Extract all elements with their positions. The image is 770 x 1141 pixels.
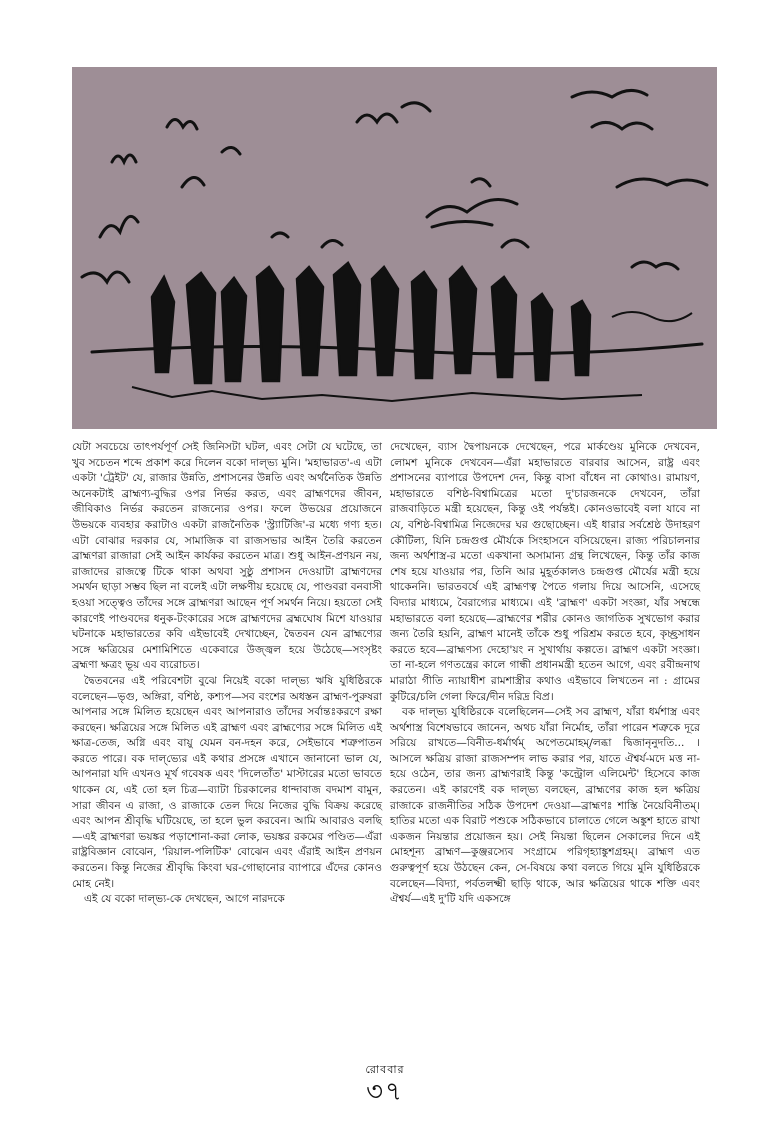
paragraph: বক দাল্‌ভ্য যুধিষ্ঠিরকে বলেছিলেন—সেই সব ব্রাহ্মণ, যাঁরা ধর্মশাস্ত্র এবং অর্থশাস্ত্র বিশেষভাবে জানেন, অথচ যাঁরা নির্মোহ, তাঁরা পারেন শত্রুকে দূরে সরিয়ে রাখতে—বিনীত-ধর্মার্থম্ অপেতমোহম্/লব্ধা দ্বিজানৃনুদতি... । আসলে ক্ষত্রিয় রাজা রাজসম্পদ লাভ করার পর, যাতে ঐশ্বর্য-মদে মত্ত না-হয়ে ওঠেন, তার জন্য ব্রাহ্মণরাই কিন্তু 'কন্ট্রোল এলিমেন্ট' হিসেবে কাজ করতেন। এই কারণেই বক দাল্‌ভ্য বলছেন, ব্রাহ্মণের কাজ হল ক্ষত্রিয় রাজাকে রাজনীতির সঠিক উপদেশ দেওয়া—ব্রাহ্মণঃ শাস্তি নৈয়েবিনীতম্। হাতির মতো এক বিরাট পশুকে সঠিকভাবে চালাতে গেলে অঙ্কুশ হাতে রাখা একজন নিয়ন্তার প্রয়োজন হয়। সেই নিয়ন্তা ছিলেন সেকালের দিনে এই মোহশূন্য ব্রাহ্মণ—কুঞ্জরস্যেব সংগ্রামে পরিগৃহ্যাঙ্কুশগ্রহম্। ব্রাহ্মণ এত গুরুত্বপূর্ণ হয়ে উঠছেন কেন, সে-বিষয়ে কথা বলতে গিয়ে মুনি যুধিষ্ঠিরকে বলেছেন—বিদ্যা, পর্বতলক্ষ্মী ছাড়ি থাকে, আর ক্ষত্রিয়ের থাকে শক্তি এবং ঐশ্বর্য—এই দু'টি যদি একসঙ্গে <box>390 706 700 906</box>
paragraph: দেখেছেন, ব্যাস দ্বৈপায়নকে দেখেছেন, পরে মার্কণ্ডেয় মুনিকে দেখবেন, লোমশ মুনিকে দেখবেন—এঁরা মহাভারতে বারবার আসেন, রাষ্ট্র এবং প্রশাসনের ব্যাপারে উপদেশ দেন, কিন্তু বাসা বাঁধেন না কোথাও। রামায়ণ, মহাভারতে বশিষ্ঠ-বিশ্বামিত্রের মতো দু'চারজনকে দেখবেন, তাঁরা রাজবাড়িতে মন্ত্রী হয়েছেন, কিন্তু ওই পর্যন্তই। কোনওভাবেই বলা যাবে না যে, বশিষ্ঠ-বিশ্বামিত্র নিজেদের ঘর গুছোচ্ছেন। এই ধারার সর্বশ্রেষ্ঠ উদাহরণ কৌটিল্য, যিনি চন্দ্রগুপ্ত মৌর্যকে সিংহাসনে বসিয়েছেন। রাজ্য পরিচালনার জন্য অর্থশাস্ত্র-র মতো একখানা অসামান্য গ্রন্থ লিখেছেন, কিন্তু তাঁর কাজ শেষ হয়ে যাওয়ার পর, তিনি আর মুহূর্তকালও চন্দ্রগুপ্ত মৌর্যের মন্ত্রী হয়ে থাকেননি। ভারতবর্ষে এই ব্রাহ্মণত্ব পৈতে গলায় দিয়ে আসেনি, এসেছে বিদ্যার মাধ্যমে, বৈরাগ্যের মাধ্যমে। এই 'ব্রাহ্মণ' একটা সংজ্ঞা, যাঁর সম্বন্ধে মহাভারতে বলা হয়েছে—ব্রাহ্মণের শরীর কোনও জাগতিক সুখভোগ করার জন্য তৈরি হয়নি, ব্রাহ্মণ মানেই তাঁকে শুধু পরিশ্রম করতে হবে, কৃচ্ছ্রসাধন করতে হবে—ব্রাহ্মণস্য দেহো'য়ং ন সুখার্থায় কল্পতে। ব্রাহ্মণ একটা সংজ্ঞা। তা না-হলে গণতন্ত্রের কালে গান্ধী প্রধানমন্ত্রী হতেন আগে, এবং রবীন্দ্রনাথ মারাঠা গীতি ন্যায়াধীশ রামশাস্ত্রীর কথাও এইভাবে লিখতেন না : গ্রামের কুটিরে/চলি গেলা ফিরে/দীন দরিদ্র বিপ্র। <box>390 441 700 703</box>
paragraph: দ্বৈতবনের এই পরিবেশটা বুঝে নিয়েই বকো দাল্‌ভ্য ঋষি যুধিষ্ঠিরকে বলেছেন—ভৃগু, অঙ্গিরা, বশিষ্ঠ, কশ্যপ—সব বংশের অধস্তন ব্রাহ্মণ-পুরুষরা আপনার সঙ্গে মিলিত হয়েছেন এবং আপনারাও তাঁদের সর্বান্তঃকরণে রক্ষা করছেন। ক্ষত্রিয়ের সঙ্গে মিলিত এই ব্রাহ্মণ এবং ব্রাহ্মণ্যের সঙ্গে মিলিত এই ক্ষাত্র-তেজ, অগ্নি এবং বায়ু যেমন বন-দহন করে, সেইভাবে শত্রুপাতন করতে পারে। বক দাল্‌ভ্যের এই কথার প্রসঙ্গে এখানে জানানো ভাল যে, আপনারা যদি এখনও মূর্খ গবেষক এবং 'দিলেতাঁত' মাস্টারের মতো ভাবতে থাকেন যে, এই তো হল চিত্র—ব্যাটা চিরকালের ধান্দাবাজ বদমাশ বামুন, সারা জীবন এ রাজা, ও রাজাকে তেল দিয়ে নিজের বুদ্ধি বিক্রয় করেছে এবং আপন শ্রীবৃদ্ধি ঘটিয়েছে, তা হলে ভুল করবেন। আমি আবারও বলছি—এই ব্রাহ্মণরা ভয়ঙ্কর পড়াশোনা-করা লোক, ভয়ঙ্কর রকমের পণ্ডিত—এঁরা রাষ্ট্রবিজ্ঞান বোঝেন, 'রিয়াল-পলিটিক' বোঝেন এবং এঁরাই আইন প্রণয়ন করতেন। কিন্তু নিজের শ্রীবৃদ্ধি কিংবা ঘর-গোছানোর ব্যাপারে এঁদের কোনও মোহ নেই। <box>72 674 382 890</box>
procession-sketch-icon <box>72 67 717 429</box>
article-column-left <box>72 440 382 908</box>
paragraph: যেটা সবচেয়ে তাৎপর্যপূর্ণ সেই জিনিসটা ঘটল, এবং সেটা যে ঘটেছে, তা খুব সচেতন শব্দে প্রকাশ করে দিলেন বকো দাল্‌ভ্য মুনি। 'মহাভারত'-এ এটা একটা 'ট্রেইট' যে, রাজার উন্নতি, প্রশাসনের উন্নতি এবং অর্থনৈতিক উন্নতি অনেকটাই ব্রাহ্মণ্য-বুদ্ধির ওপর নির্ভর করত, এবং ব্রাহ্মণদের জীবন, জীবিকাও নির্ভর করতেন রাজন্যের ওপর। ফলে উভয়ের প্রয়োজনে উভয়কে ব্যবহার করাটাও একটা রাজনৈতিক 'স্ট্র্যাটিজি'-র মধ্যে গণ্য হত। এটা বোঝার দরকার যে, সামাজিক বা রাজসভার আইন তৈরি করতেন ব্রাহ্মণরা রাজারা সেই আইন কার্যকর করতেন মাত্র। শুধু আইন-প্রণয়ন নয়, রাজাদের রাজত্বে টিকে থাকা অথবা সুষ্ঠু প্রশাসন দেওয়াটা ব্রাহ্মণদের সমর্থন ছাড়া সম্ভব ছিল না বলেই এটা লক্ষণীয় হয়েছে যে, পাণ্ডবরা বনবাসী হওয়া সত্ত্বেও তাঁদের সঙ্গে ব্রাহ্মণরা আছেন পূর্ণ সমর্থন নিয়ে। হয়তো সেই কারণেই পাণ্ডবদের ধনুক-টংকারের সঙ্গে ব্রাহ্মণদের ব্রহ্মঘোষ মিশে যাওয়ার ঘটনাকে মহাভারতের কবি এইভাবেই দেখাচ্ছেন, দ্বৈতবন যেন ব্রাহ্মণ্যের সঙ্গে ক্ষত্রিয়ের মেশামিশিতে একেবারে উজ্জ্বল হয়ে উঠেছে—সংসৃষ্টং ব্রহ্মণা ক্ষত্রং ভূয় এব ব্যরোচত। <box>72 441 382 672</box>
paragraph: এই যে বকো দাল্‌ভ্য-কে দেখছেন, আগে নারদকে <box>84 893 285 906</box>
page-number: ৩৭ <box>366 1077 404 1107</box>
page-footer <box>0 1063 770 1107</box>
magazine-name: রোববার <box>365 1063 405 1076</box>
article-column-right <box>390 440 700 908</box>
article-illustration <box>72 67 717 429</box>
